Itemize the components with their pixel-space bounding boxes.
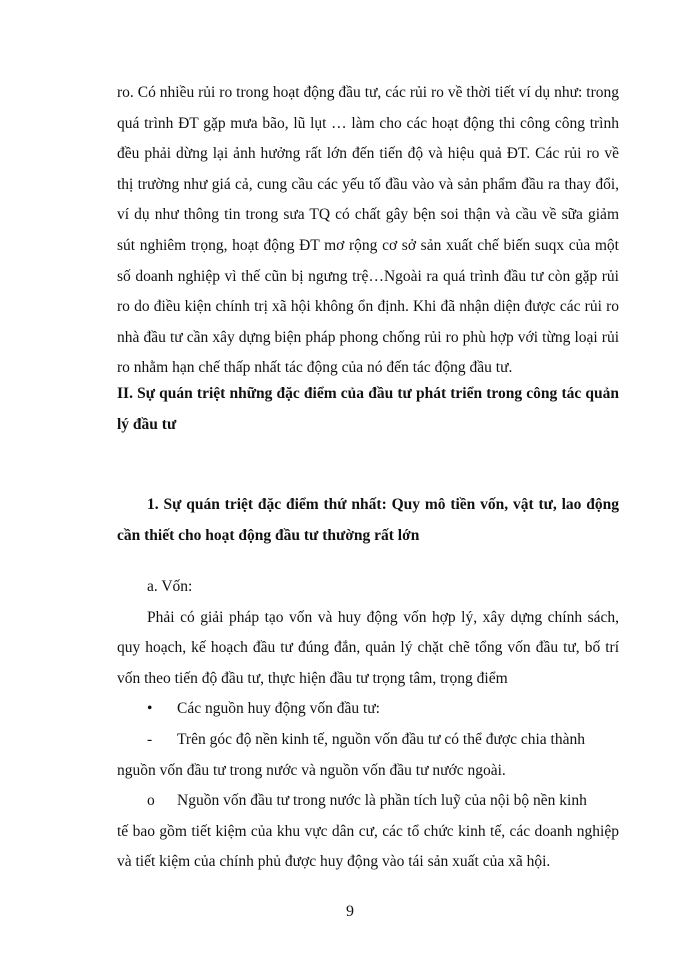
circle-text-continuation: tế bao gồm tiết kiệm của khu vực dân cư, các tổ chức kinh tế, các doanh nghiệp và tiết kiệm của chính phủ được huy động vào tái sản xuất của xã hội.	[117, 822, 619, 871]
bullet-item	[117, 694, 619, 725]
bullet-text: Các nguồn huy động vốn đầu tư:	[177, 700, 380, 718]
section-a	[117, 572, 619, 878]
dash-text-first-line: Trên góc độ nền kinh tế, nguồn vốn đầu tư có thể được chia thành	[177, 730, 585, 748]
subheading-1: 1. Sự quán triệt đặc điểm thứ nhất: Quy mô tiền vốn, vật tư, lao động cần thiết cho hoạt động đầu tư thường rất lớn	[117, 496, 619, 544]
paragraph-risk: ro. Có nhiều rủi ro trong hoạt động đầu tư, các rủi ro về thời tiết ví dụ như: trong quá trình ĐT gặp mưa bão, lũ lụt … làm cho các hoạt động thi công công trình đều phải dừng lại ảnh hưởng rất lớn đến tiến độ và hiệu quả ĐT. Các rủi ro về thị trường như giá cả, cung cầu các yếu tố đầu vào và sản phẩm đầu ra thay đổi, ví dụ như thông tin trong sưa TQ có chất gây bện soi thận và cầu về sữa giảm sút nghiêm trọng, hoạt động ĐT mơ rộng cơ sở sản xuất chế biến suqx của một số doanh nghiệp vì thế cũn bị ngưng trệ…Ngoài ra quá trình đầu tư còn gặp rủi ro do điều kiện chính trị xã hội không ổn định. Khi đã nhận diện được các rủi ro nhà đầu tư cần xây dựng biện pháp phong chống rủi ro phù hợp với từng loại rủi ro nhằm hạn chế thấp nhất tác động của nó đến tác động đầu tư.	[117, 84, 619, 377]
dash-text-continuation: nguồn vốn đầu tư trong nước và nguồn vốn đầu tư nước ngoài.	[117, 761, 506, 779]
heading-section-II: II. Sự quán triệt những đặc điểm của đầu tư phát triển trong công tác quản lý đầu tư	[117, 385, 619, 433]
paragraph-von: Phải có giải pháp tạo vốn và huy động vốn hợp lý, xây dựng chính sách, quy hoạch, kế hoạch đầu tư đúng đắn, quản lý chặt chẽ tổng vốn đầu tư, bố trí vốn theo tiến độ đầu tư, thực hiện đầu tư trọng tâm, trọng điểm	[117, 608, 619, 687]
item-a-label: a. Vốn:	[147, 578, 193, 595]
body-text	[117, 78, 619, 384]
circle-item	[117, 786, 619, 878]
section-II	[117, 379, 619, 440]
circle-mark: o	[147, 792, 155, 810]
section-1	[117, 490, 619, 551]
page-number: 9	[346, 903, 354, 920]
bullet-mark: •	[147, 700, 153, 718]
dash-item	[117, 725, 619, 786]
circle-text-first-line: Nguồn vốn đầu tư trong nước là phần tích luỹ của nội bộ nền kinh	[177, 792, 587, 810]
dash-mark: -	[147, 730, 153, 748]
